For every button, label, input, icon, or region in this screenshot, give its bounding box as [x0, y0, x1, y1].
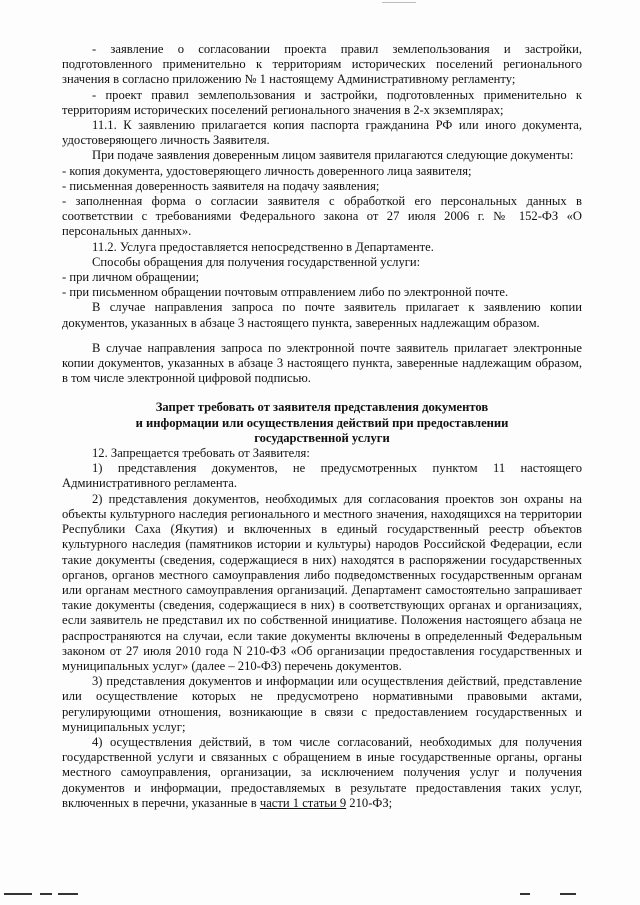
paragraph: Способы обращения для получения государственной услуги:: [92, 254, 421, 269]
paragraph: 11.2. Услуга предоставляется непосредственно в Департаменте.: [92, 239, 434, 254]
paragraph: 3) представления документов и информации или осуществления действий, представление или осуществление которых не предусмотрено нормативными правовыми актами, регулирующими отношения, возникающие в связи с предоставлением государственных и муниципальных услуг;: [62, 674, 582, 734]
scan-artifact-bottom: [0, 891, 640, 897]
paragraph: 2) представления документов, необходимых для согласования проектов зон охраны на объекты культурного наследия регионального и местного значения, находящихся на территории Республики Саха (Якутия) и включенных в единый государственный реестр объектов культурного наследия (памятников истории и культуры) народов Российской Федерации, если такие документы (сведения, содержащиеся в них) находятся в распоряжении государственных органов, органов местного самоуправления либо подведомственных государственным органам или органам местного самоуправления организаций. Департамент самостоятельно запрашивает такие документы (сведения, содержащиеся в них) в соответствующих органах и организациях, если заявитель не представил их по собственной инициативе. Положения настоящего абзаца не распространяются на случаи, если такие документы включены в определенный Федеральным законом от 27 июля 2010 года N 210-ФЗ «Об организации предоставления государственных и муниципальных услуг» (далее – 210-ФЗ) перечень документов.: [62, 491, 582, 673]
section-heading-line: государственной услуги: [254, 430, 390, 445]
document-body: [62, 42, 582, 811]
paragraph: - заявление о согласовании проекта правил землепользования и застройки, подготовленного применительно к территориям исторических поселений регионального значения в согласно приложению № 1 настоящему Административному регламенту;: [62, 42, 582, 87]
paragraph: 11.1. К заявлению прилагается копия паспорта гражданина РФ или иного документа, удостоверяющего личность Заявителя.: [62, 118, 582, 148]
paragraph: В случае направления запроса по почте заявитель прилагает к заявлению копии документов, указанных в абзаце 3 настоящего пункта, заверенных надлежащим образом.: [62, 300, 582, 330]
paragraph: - заполненная форма о согласии заявителя с обработкой его персональных данных в соответствии с требованиями Федерального закона от 27 июля 2006 г. № 152-ФЗ «О персональных данных».: [62, 194, 582, 239]
paragraph-text: 4) осуществления действий, в том числе согласований, необходимых для получения государственной услуги и связанных с обращением в иные государственные органы, органы местного самоуправления, организации, за исключением получения услуг и получения документов и информации, предоставляемых в результате предоставления таких услуг, включенных в перечни, указанные в: [62, 734, 582, 810]
paragraph-email: В случае направления запроса по электронной почте заявитель прилагает электронные копии документов, указанных в абзаце 3 настоящего пункта, заверенные надлежащим образом, в том числе электронной цифровой подписью.: [62, 340, 582, 386]
paragraph: - при личном обращении;: [62, 270, 200, 285]
paragraph: - письменная доверенность заявителя на подачу заявления;: [62, 178, 380, 193]
paragraph: 12. Запрещается требовать от Заявителя:: [92, 446, 310, 461]
paragraph: - проект правил землепользования и застройки, подготовленных применительно к территориям исторических поселений регионального значения в 2-х экземплярах;: [62, 87, 582, 117]
section-heading-line: и информации или осуществления действий при предоставлении: [135, 415, 509, 430]
scan-artifact-top: [382, 2, 416, 3]
paragraph-last: [62, 735, 582, 811]
paragraph: При подаче заявления доверенным лицом заявителя прилагаются следующие документы:: [92, 148, 574, 163]
paragraph: - копия документа, удостоверяющего личность доверенного лица заявителя;: [62, 163, 472, 178]
law-reference-link[interactable]: части 1 статьи 9: [259, 795, 347, 810]
paragraph: 1) представления документов, не предусмотренных пунктом 11 настоящего Административного регламента.: [62, 461, 582, 491]
paragraph: - при письменном обращении почтовым отправлением либо по электронной почте.: [62, 285, 509, 300]
section-heading-line: Запрет требовать от заявителя представления документов: [155, 400, 489, 415]
paragraph-tail: 210-ФЗ;: [346, 795, 393, 810]
